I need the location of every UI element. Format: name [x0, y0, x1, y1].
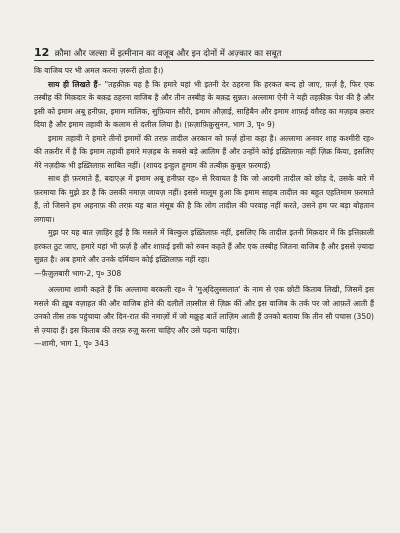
citation-fayzul-bari: —फ़ैज़ुलबारी भाग-2, पृ० 308	[34, 268, 122, 278]
body-text	[34, 64, 374, 351]
citation-shami: —शामी, भाग 1, पृ० 343	[34, 339, 109, 348]
paragraph-3: साथ ही फ़रमाते हैं, बदाएअ़ में इमाम अबू हनीफ़ा रह० से रिवायत है कि जो आदमी तादील को छोड़ दे, उसके बारे में फ़रमाया कि मुझे डर है कि उसकी नमाज़ जायज़ नहीं। इससे मालूम हुआ कि इमाम साहब तादील का बहुत एहतिमाम फ़रमाते हैं, तो जिसने हम अहनाफ़ की तरफ़ यह बात मंसूब की है कि लोग तादील की परवाह नहीं करते, उसने हम पर बड़ा बोहतान लगाया।	[34, 174, 374, 224]
paragraph-0: कि वाजिब पर भी अमल करना ज़रूरी होता है।)	[34, 66, 164, 75]
paragraph-1-text: – "तहक़ीक़ यह है कि हमारे यहां भी इतनी देर ठहरना कि हरकत बन्द हो जाए, फ़र्ज़ है, फिर एक तस्बीह की मिक़दार के बक़द्र ठहरना वाजिब है और तीन तस्बीह के बक़द्र सुन्नत। अल्लामा ऐनी ने यही तहक़ीक़ पेश की है और इसी को इमाम अबू हनीफ़ा, इमाम मालिक, सुफ़ियान सौरी, इमाम औज़ाई, साहिबैन और इमाम शाफ़ई वग़ैरह का मज़हब क़रार दिया है और इमाम तहावी के कलाम से दलील लिया है। (फ़ज़ाफ़िक़ुसुनन, भाग 3, पृ० 9)	[34, 79, 374, 129]
running-title: क़ौमा और जल्सा में इत्मीनान का वजूब और इन दोनों में अज़्कार का सबूत	[54, 49, 282, 59]
running-header	[34, 46, 374, 61]
paragraph-1-lead: साय ही लिखते हैं	[48, 79, 98, 89]
paragraph-1	[34, 78, 374, 132]
page-number: 12	[34, 46, 50, 59]
paragraph-4: मुझ पर यह बात ज़ाहिर हुई है कि मसले में बिल्कुल इख़्तिलाफ़ नहीं, इसलिए कि तादील इतनी मिक़दार में कि इत्तिक़ाली हरकत ठुट जाए, हमारे यहां भी फ़र्ज़ है और शाफ़ई इसी को रुक्न कहते हैं और एक तस्बीह जितना वाजिब है और इससे ज़्यादा सुन्नत है। अब हमारे और उनके दर्मियान कोई इख़्तिलाफ़ नहीं रहा।	[34, 228, 374, 264]
paragraph-5: अल्लामा शामी कहते हैं कि अल्लामा बरकली रह० ने 'मुअ्दिलुस्सलात' के नाम से एक छोटी किताब लिखी, जिसमें इस मसले की ख़ूब वज़ाहत की और वाजिब होने की दलीलें तफ़्सील से ज़िक्र कीं और इस वाजिब के तर्क पर जो आफ़तें आती हैं उनको तीस तक पहुंचाया और दिन-रात की नमाज़ों में जो मक्रूह बातें लाज़िम आती हैं उनको बताया कि तीन सौ पचास (350) से ज़्यादा हैं। इस किताब की तरफ़ रुजू़ करना चाहिए और उसे पढ़ना चाहिए।	[34, 285, 374, 335]
paragraph-2: इमाम तहावी ने हमारे तीनों इमामों की तरफ़ तादील अरकान को फ़र्ज़ होना कहा है। अल्लामा अनवर शाह कश्मीरी रह० की तक़रीर में है कि इमाम तहावी हमारे मज़हब के सबसे बड़े आलिम हैं और उन्होंने कोई इख़्तिलाफ़ नहीं ज़िक्र किया, इसलिए मेरे नज़दीक भी इख़्तिलाफ़ साबित नहीं। (शायद इन्हुल हुमाम की तत्बीक़ क़ुबूल फ़रमाई)	[34, 133, 374, 170]
